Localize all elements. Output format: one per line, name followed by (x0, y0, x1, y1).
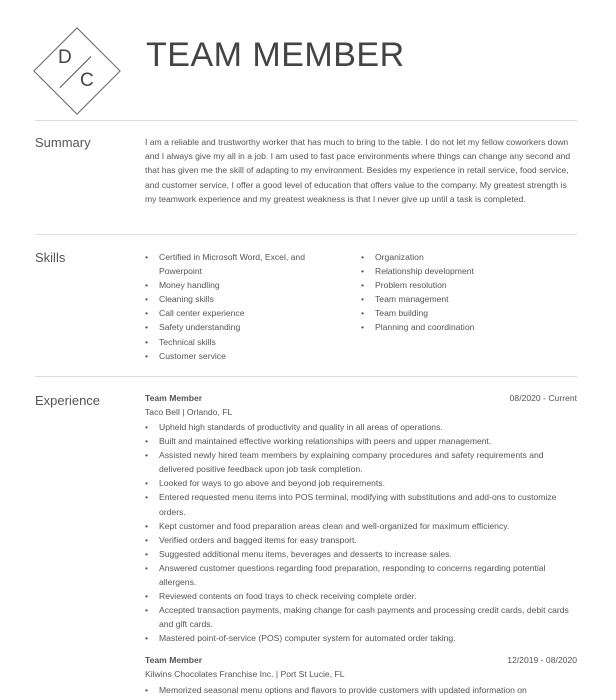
section-divider (35, 376, 577, 377)
skill-item: • Technical skills (145, 335, 335, 349)
skills-list-left (145, 250, 335, 363)
skill-item: • Problem resolution (361, 278, 571, 292)
summary-text: I am a reliable and trustworthy worker that has much to bring to the table. I do not let my fellow coworkers down and I always give my all in a job. I am used to fast pace environments where things can change any second and that has given me the skill of adapting to my environment. Besides my experience in retail service, food service, and customer service, I offer a good level of education that offers value to the company. My greatest strength is my teamwork experience and my greatest weakness is that I never give up until a task is completed. (145, 137, 571, 204)
job-company: Taco Bell | Orlando, FL (145, 407, 233, 417)
skill-item: • Relationship development (361, 264, 571, 278)
job-bullet: • Memorized seasonal menu options and flavors to provide customers with updated information on (145, 683, 577, 697)
section-divider (35, 234, 577, 235)
job-bullet: • Suggested additional menu items, beverages and desserts to increase sales. (145, 547, 577, 561)
job-bullet: • Entered requested menu items into POS terminal, modifying with substitutions and add-ons to customize orders. (145, 490, 577, 518)
summary-heading: Summary (35, 135, 91, 150)
section-divider (35, 120, 577, 121)
job-dates: 08/2020 - Current (509, 393, 577, 403)
skill-item: • Certified in Microsoft Word, Excel, and Powerpoint (145, 250, 335, 278)
job-bullet: • Assisted newly hired team members by explaining company procedures and safety requirements and delivered positive feedback upon job task completion. (145, 448, 577, 476)
resume-name: TEAM MEMBER (146, 36, 405, 74)
skill-item: • Team building (361, 306, 571, 320)
skills-list-right (361, 250, 571, 335)
job-bullet: • Mastered point-of-service (POS) computer system for automated order taking. (145, 631, 577, 645)
job-title: Team Member (145, 393, 203, 403)
job-bullet: • Looked for ways to go above and beyond job requirements. (145, 476, 577, 490)
job-bullet: • Kept customer and food preparation areas clean and well-organized for maximum efficiency. (145, 519, 577, 533)
skill-item: • Planning and coordination (361, 320, 571, 334)
job-bullets (145, 420, 577, 646)
job-bullet: • Answered customer questions regarding food preparation, responding to concerns regarding potential allergens. (145, 561, 577, 589)
skills-heading: Skills (35, 250, 66, 265)
job-bullets (145, 683, 577, 697)
skill-item: • Money handling (145, 278, 335, 292)
skill-item: • Cleaning skills (145, 292, 335, 306)
job-bullet: • Built and maintained effective working relationships with peers and upper management. (145, 434, 577, 448)
job-bullet: • Accepted transaction payments, making change for cash payments and processing credit cards, debit cards and gift cards. (145, 603, 577, 631)
monogram-last-initial: C (80, 70, 94, 91)
skill-item: • Call center experience (145, 306, 335, 320)
skill-item: • Team management (361, 292, 571, 306)
job-bullet: • Reviewed contents on food trays to check receiving complete order. (145, 589, 577, 603)
job-company: Kilwins Chocolates Franchise Inc. | Port St Lucie, FL (145, 669, 345, 679)
skill-item: • Organization (361, 250, 571, 264)
job-bullet: • Verified orders and bagged items for easy transport. (145, 533, 577, 547)
job-bullet: • Upheld high standards of productivity and quality in all areas of operations. (145, 420, 577, 434)
skill-item: • Safety understanding (145, 320, 335, 334)
monogram-first-initial: D (58, 47, 72, 68)
experience-heading: Experience (35, 393, 101, 408)
skill-item: • Customer service (145, 349, 335, 363)
job-dates: 12/2019 - 08/2020 (507, 655, 577, 665)
job-title: Team Member (145, 655, 203, 665)
